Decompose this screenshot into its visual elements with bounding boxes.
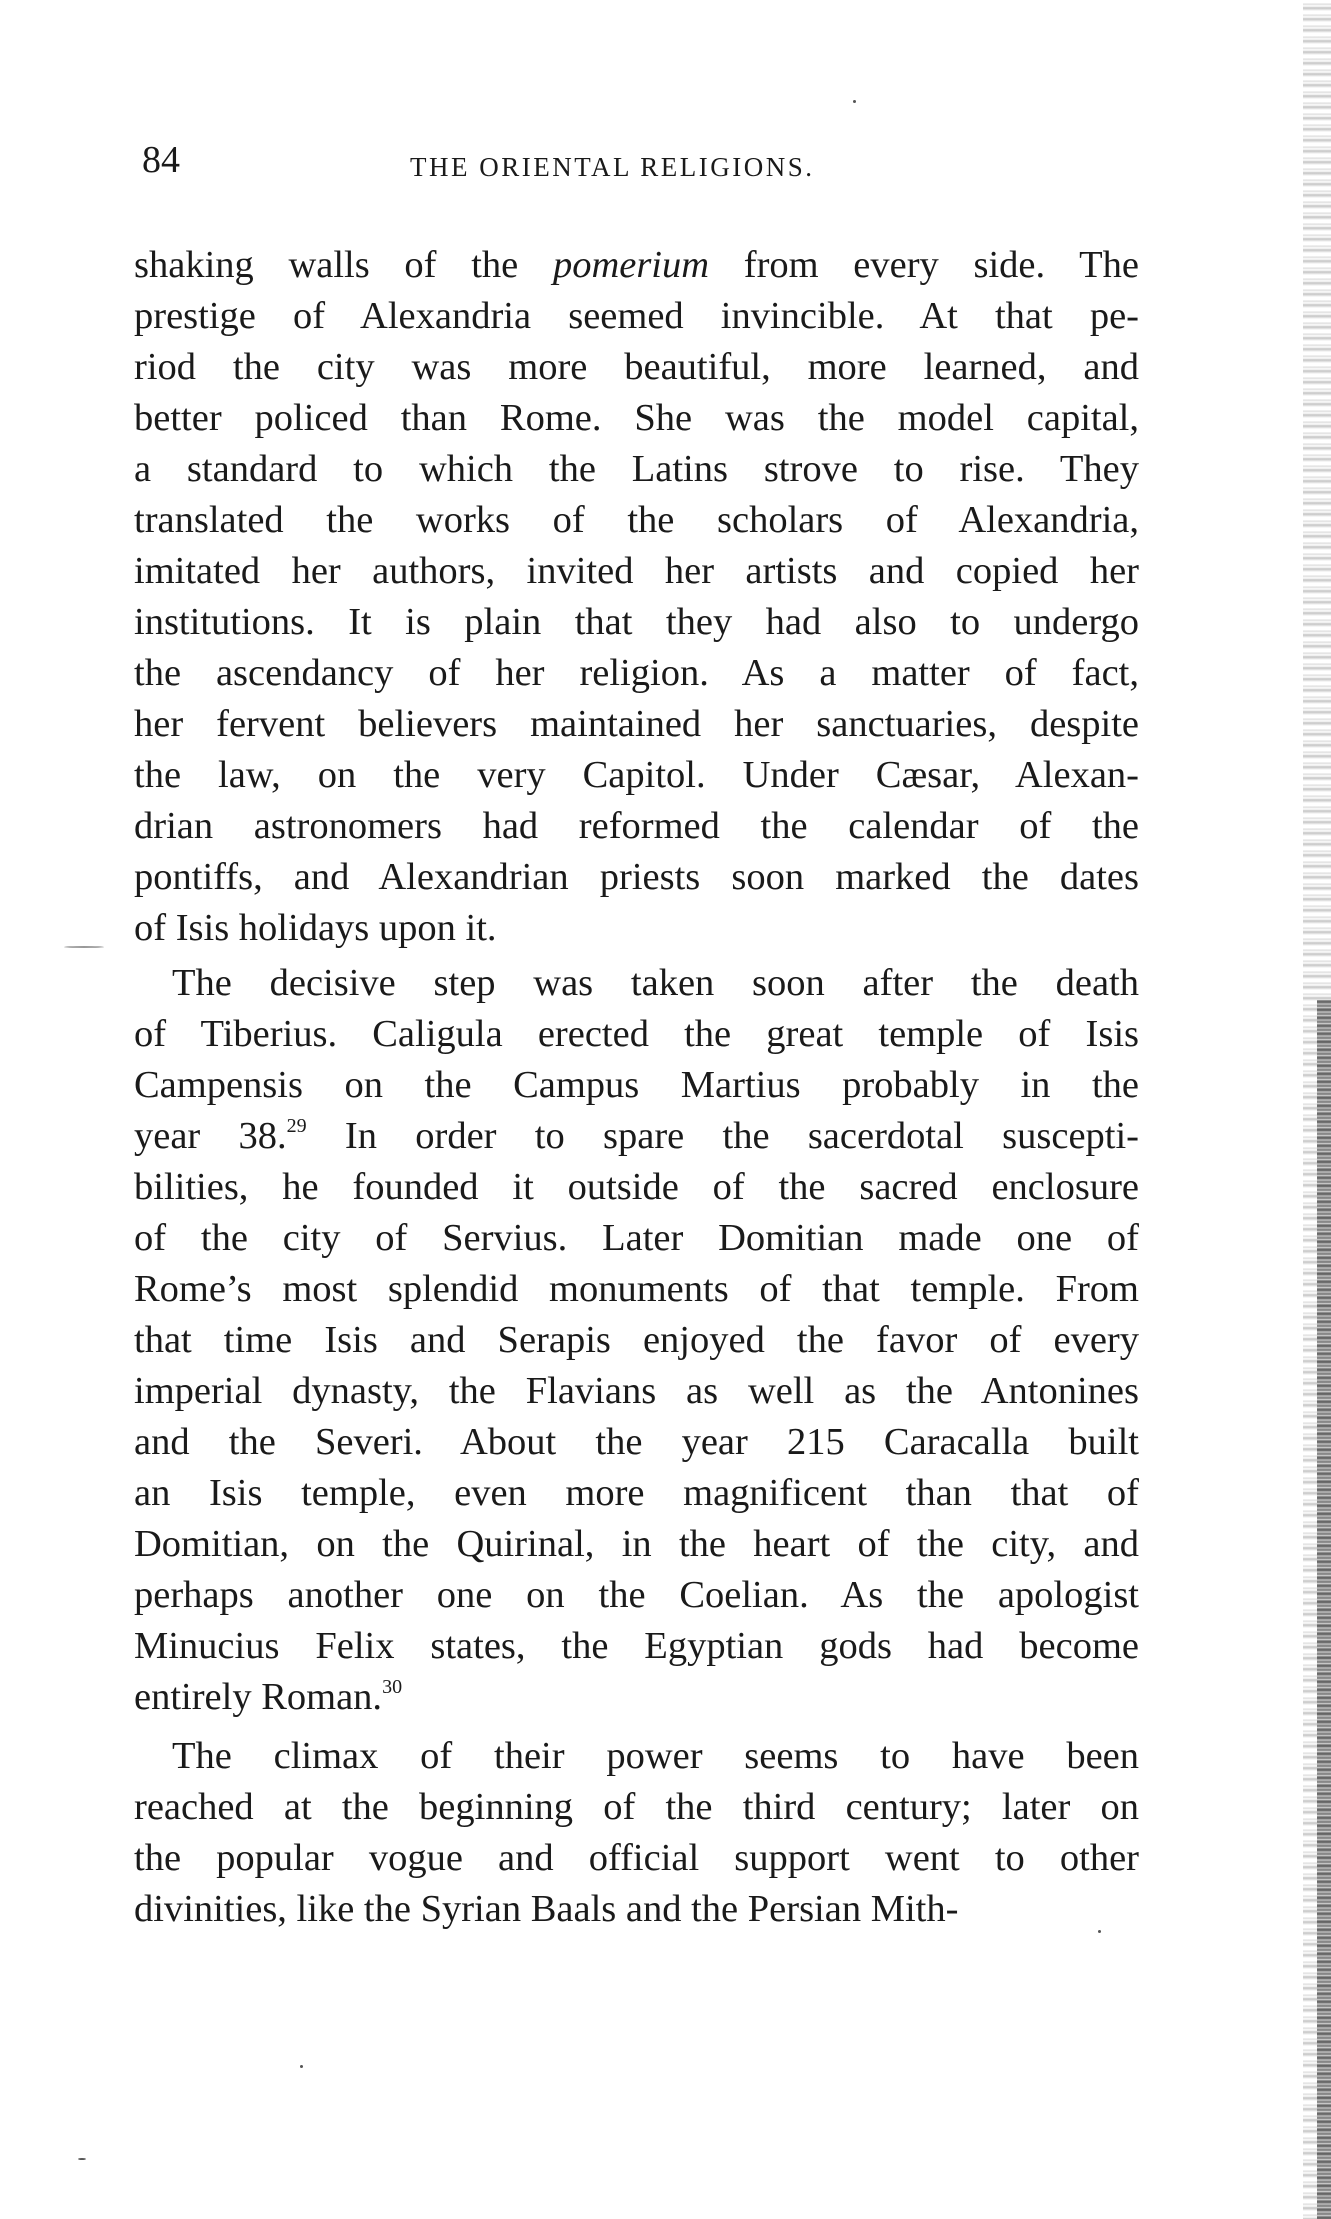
text-line: of Isis holidays upon it. bbox=[134, 907, 497, 949]
text-line: Rome’s most splendid monuments of that temple. From bbox=[134, 1268, 1139, 1310]
text-line: better policed than Rome. She was the model capital, bbox=[134, 397, 1139, 439]
text-line: a standard to which the Latins strove to rise. They bbox=[134, 448, 1139, 490]
text-line: year 38.29 In order to spare the sacerdotal suscepti- bbox=[134, 1115, 1139, 1157]
italic-term: pomerium bbox=[552, 244, 710, 286]
text-line: translated the works of the scholars of Alexandria, bbox=[134, 499, 1139, 541]
text-line: divinities, like the Syrian Baals and the Persian Mith- bbox=[134, 1888, 959, 1930]
scan-speck bbox=[1098, 1930, 1101, 1933]
text-line: imitated her authors, invited her artists and copied her bbox=[134, 550, 1139, 592]
page-number: 84 bbox=[142, 139, 180, 181]
paragraph bbox=[134, 958, 1139, 1723]
footnote-marker[interactable]: 30 bbox=[382, 1676, 403, 1698]
text-line: entirely Roman.$^{30}$ bbox=[134, 1676, 403, 1718]
text-line: pontiffs, and Alexandrian priests soon marked the dates bbox=[134, 856, 1139, 898]
text-line: perhaps another one on the Coelian. As the apologist bbox=[134, 1574, 1139, 1616]
text-line: Campensis on the Campus Martius probably in the bbox=[134, 1064, 1139, 1106]
footnote-marker[interactable]: 29 bbox=[286, 1115, 307, 1137]
scan-speck bbox=[300, 2065, 303, 2068]
text-line: The decisive step was taken soon after the death bbox=[172, 962, 1139, 1004]
text-line: institutions. It is plain that they had also to undergo bbox=[134, 601, 1139, 643]
text-line: the popular vogue and official support went to other bbox=[134, 1837, 1139, 1879]
text-line: Minucius Felix states, the Egyptian gods had become bbox=[134, 1625, 1139, 1667]
binding-edge-shadow bbox=[1317, 1000, 1331, 2219]
text-line: an Isis temple, even more magnificent than that of bbox=[134, 1472, 1139, 1514]
text-line: The climax of their power seems to have been bbox=[172, 1735, 1139, 1777]
scan-speck bbox=[853, 100, 856, 103]
scan-speck bbox=[78, 2158, 86, 2160]
text-line: that time Isis and Serapis enjoyed the favor of every bbox=[134, 1319, 1139, 1361]
text-line: drian astronomers had reformed the calendar of the bbox=[134, 805, 1139, 847]
text-line: Domitian, on the Quirinal, in the heart of the city, and bbox=[134, 1523, 1139, 1565]
text-line: her fervent believers maintained her sanctuaries, despite bbox=[134, 703, 1139, 745]
text-line: of Tiberius. Caligula erected the great temple of Isis bbox=[134, 1013, 1139, 1055]
text-line: reached at the beginning of the third century; later on bbox=[134, 1786, 1139, 1828]
text-line: the law, on the very Capitol. Under Cæsar, Alexan- bbox=[134, 754, 1139, 796]
text-line: of the city of Servius. Later Domitian made one of bbox=[134, 1217, 1139, 1259]
text-line: shaking walls of the pomerium from every side. The bbox=[134, 244, 1139, 286]
paragraph bbox=[134, 1731, 1139, 1935]
running-head: THE ORIENTAL RELIGIONS. bbox=[410, 152, 815, 182]
scan-mark bbox=[64, 946, 104, 948]
text-line: and the Severi. About the year 215 Caracalla built bbox=[134, 1421, 1139, 1463]
text-line: prestige of Alexandria seemed invincible. At that pe- bbox=[134, 295, 1139, 337]
text-line: imperial dynasty, the Flavians as well as the Antonines bbox=[134, 1370, 1139, 1412]
page-header bbox=[142, 138, 1142, 188]
text-line: riod the city was more beautiful, more learned, and bbox=[134, 346, 1139, 388]
paragraph bbox=[134, 240, 1139, 954]
text-line: the ascendancy of her religion. As a matter of fact, bbox=[134, 652, 1139, 694]
text-line: bilities, he founded it outside of the sacred enclosure bbox=[134, 1166, 1139, 1208]
body-text bbox=[134, 240, 1139, 1935]
